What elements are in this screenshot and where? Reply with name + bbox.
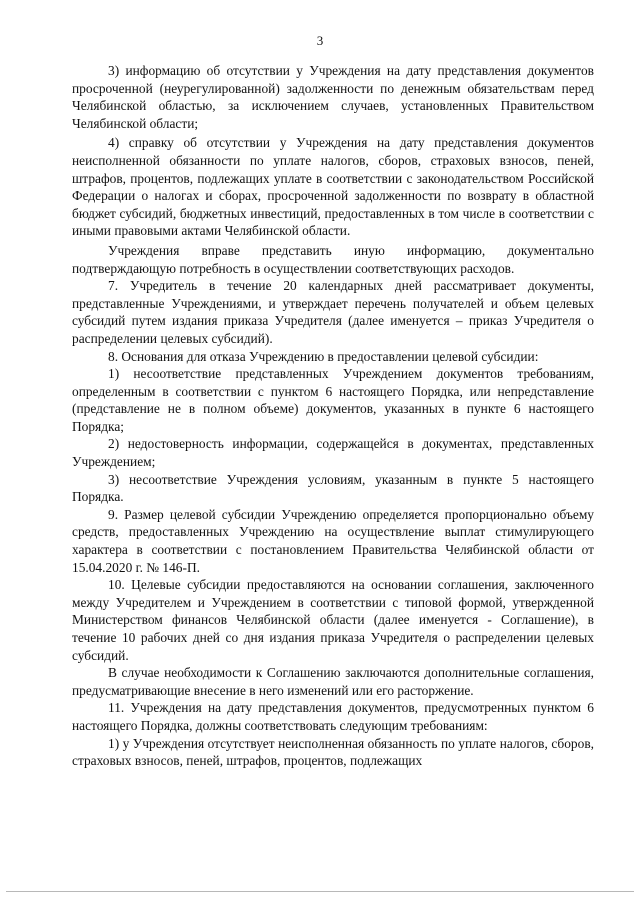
paragraph-8-refusal-grounds: 8. Основания для отказа Учреждению в предоставлении целевой субсидии: <box>108 348 539 364</box>
paragraph-4-tax-certificate: 4) справку об отсутствии у Учреждения на дату представления документов неисполненной обязанности по уплате налогов, сборов, страховых взносов, пеней, штрафов, процентов, подлежащих уплате в соответствии с законодательством Российской Федерации о налогах и сборах, просроченной задолженности по возврату в областной бюджет субсидий, бюджетных инвестиций, предоставленных в том числе в соответствии с иными правовыми актами Челябинской области. <box>72 135 594 239</box>
paragraph-8-2-unreliability: 2) недостоверность информации, содержащейся в документах, представленных Учреждением; <box>72 436 594 470</box>
paragraph-3-overdue-debt-info: 3) информацию об отсутствии у Учреждения на дату представления документов просроченной (неурегулированной) задолженности по денежным обязательствам перед Челябинской областью, за исключением случаев, установленных Правительством Челябинской области; <box>72 63 594 131</box>
paragraph-11-1-no-tax-debt: 1) у Учреждения отсутствует неисполненная обязанность по уплате налогов, сборов, страховых взносов, пеней, штрафов, процентов, подлежащих <box>72 735 594 769</box>
paragraph-additional-info: Учреждения вправе представить иную информацию, документально подтверждающую потребность в осуществлении соответствующих расходов. <box>72 242 594 276</box>
paragraph-11-requirements: 11. Учреждения на дату представления документов, предусмотренных пунктом 6 настоящего Порядка, должны соответствовать следующим требованиям: <box>72 700 594 733</box>
paragraph-additional-agreements: В случае необходимости к Соглашению заключаются дополнительные соглашения, предусматривающие внесение в него изменений или его расторжение. <box>72 665 594 698</box>
paragraph-8-1-nonconformity: 1) несоответствие представленных Учреждением документов требованиям, определенным в соответствии с пунктом 6 настоящего Порядка, или непредставление (представление не в полном объеме) документов, указанных в пункте 6 настоящего Порядка; <box>72 366 594 434</box>
paragraph-10-agreement: 10. Целевые субсидии предоставляются на основании соглашения, заключенного между Учредителем и Учреждением в соответствии с типовой формой, утвержденной Министерством финансов Челябинской области (далее именуется - Соглашение), в течение 10 рабочих дней со дня издания приказа Учредителя о распределении целевых субсидий. <box>72 577 594 663</box>
page-bottom-rule <box>6 891 634 892</box>
page-number: 3 <box>316 33 324 48</box>
paragraph-8-3-conditions: 3) несоответствие Учреждения условиям, указанным в пункте 5 настоящего Порядка. <box>72 471 594 505</box>
paragraph-7-review: 7. Учредитель в течение 20 календарных дней рассматривает документы, представленные Учреждениями, и утверждает перечень получателей и объем целевых субсидий путем издания приказа Учредителя (далее именуется – приказ Учредителя о распределении целевых субсидий). <box>72 278 594 346</box>
document-body <box>72 62 594 770</box>
paragraph-9-subsidy-size: 9. Размер целевой субсидии Учреждению определяется пропорционально объему средств, предоставленных Учреждению на осуществление выплат стимулирующего характера в соответствии с постановлением Правительства Челябинской области от 15.04.2020 г. № 146-П. <box>72 506 594 575</box>
